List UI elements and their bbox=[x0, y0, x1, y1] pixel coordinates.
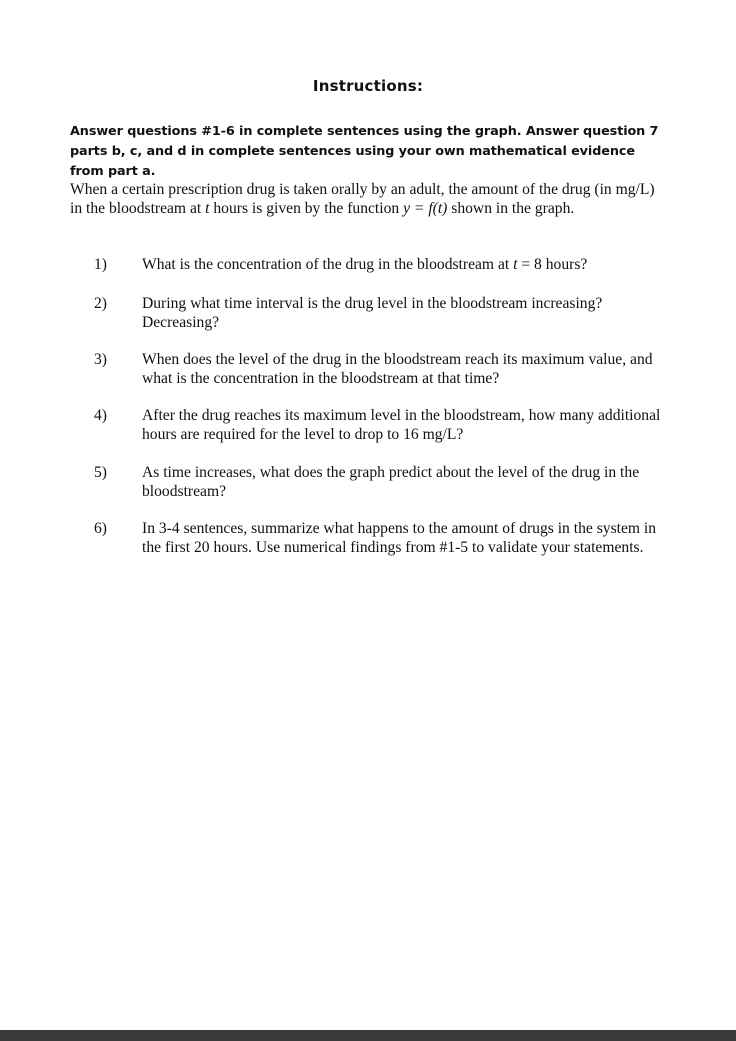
question-text: As time increases, what does the graph predict about the level of the drug in the bloodstream? bbox=[142, 464, 640, 500]
question-number: 1) bbox=[94, 256, 107, 273]
question-text bbox=[142, 255, 672, 274]
question-number: 4) bbox=[94, 407, 107, 424]
page-title: Instructions: bbox=[312, 77, 424, 95]
intro-function: y = f(t) bbox=[403, 200, 448, 217]
intro-text-2: hours is given by the function bbox=[209, 200, 404, 217]
question-number: 3) bbox=[94, 351, 107, 368]
viewer-bottom-bar bbox=[0, 1030, 736, 1041]
question-text-part: What is the concentration of the drug in the bloodstream at bbox=[142, 256, 514, 273]
intro-text-3: shown in the graph. bbox=[447, 200, 575, 217]
instructions-paragraph: Answer questions #1-6 in complete sentences using the graph. Answer question 7 parts b, c, and d in complete sentences using your own mathematical evidence from part a. bbox=[70, 124, 659, 179]
question-number: 2) bbox=[94, 295, 107, 312]
intro-text-1: When a certain prescription drug is taken orally by an adult, the amount of the drug (in mg/L) in the bloodstream at bbox=[70, 181, 655, 217]
question-variable-t: t bbox=[513, 256, 518, 273]
question-number: 5) bbox=[94, 464, 107, 481]
question-text: When does the level of the drug in the bloodstream reach its maximum value, and what is the concentration in the bloodstream at that time? bbox=[142, 351, 653, 387]
question-text-part: = 8 hours? bbox=[517, 256, 588, 273]
question-text: After the drug reaches its maximum level in the bloodstream, how many additional hours are required for the level to drop to 16 mg/L? bbox=[142, 407, 661, 443]
question-text: In 3-4 sentences, summarize what happens to the amount of drugs in the system in the first 20 hours. Use numerical findings from #1-5 to validate your statements. bbox=[142, 520, 657, 556]
intro-variable-t: t bbox=[205, 200, 210, 217]
question-text: During what time interval is the drug level in the bloodstream increasing? Decreasing? bbox=[142, 295, 603, 331]
question-number: 6) bbox=[94, 520, 107, 537]
intro-paragraph bbox=[70, 180, 670, 218]
